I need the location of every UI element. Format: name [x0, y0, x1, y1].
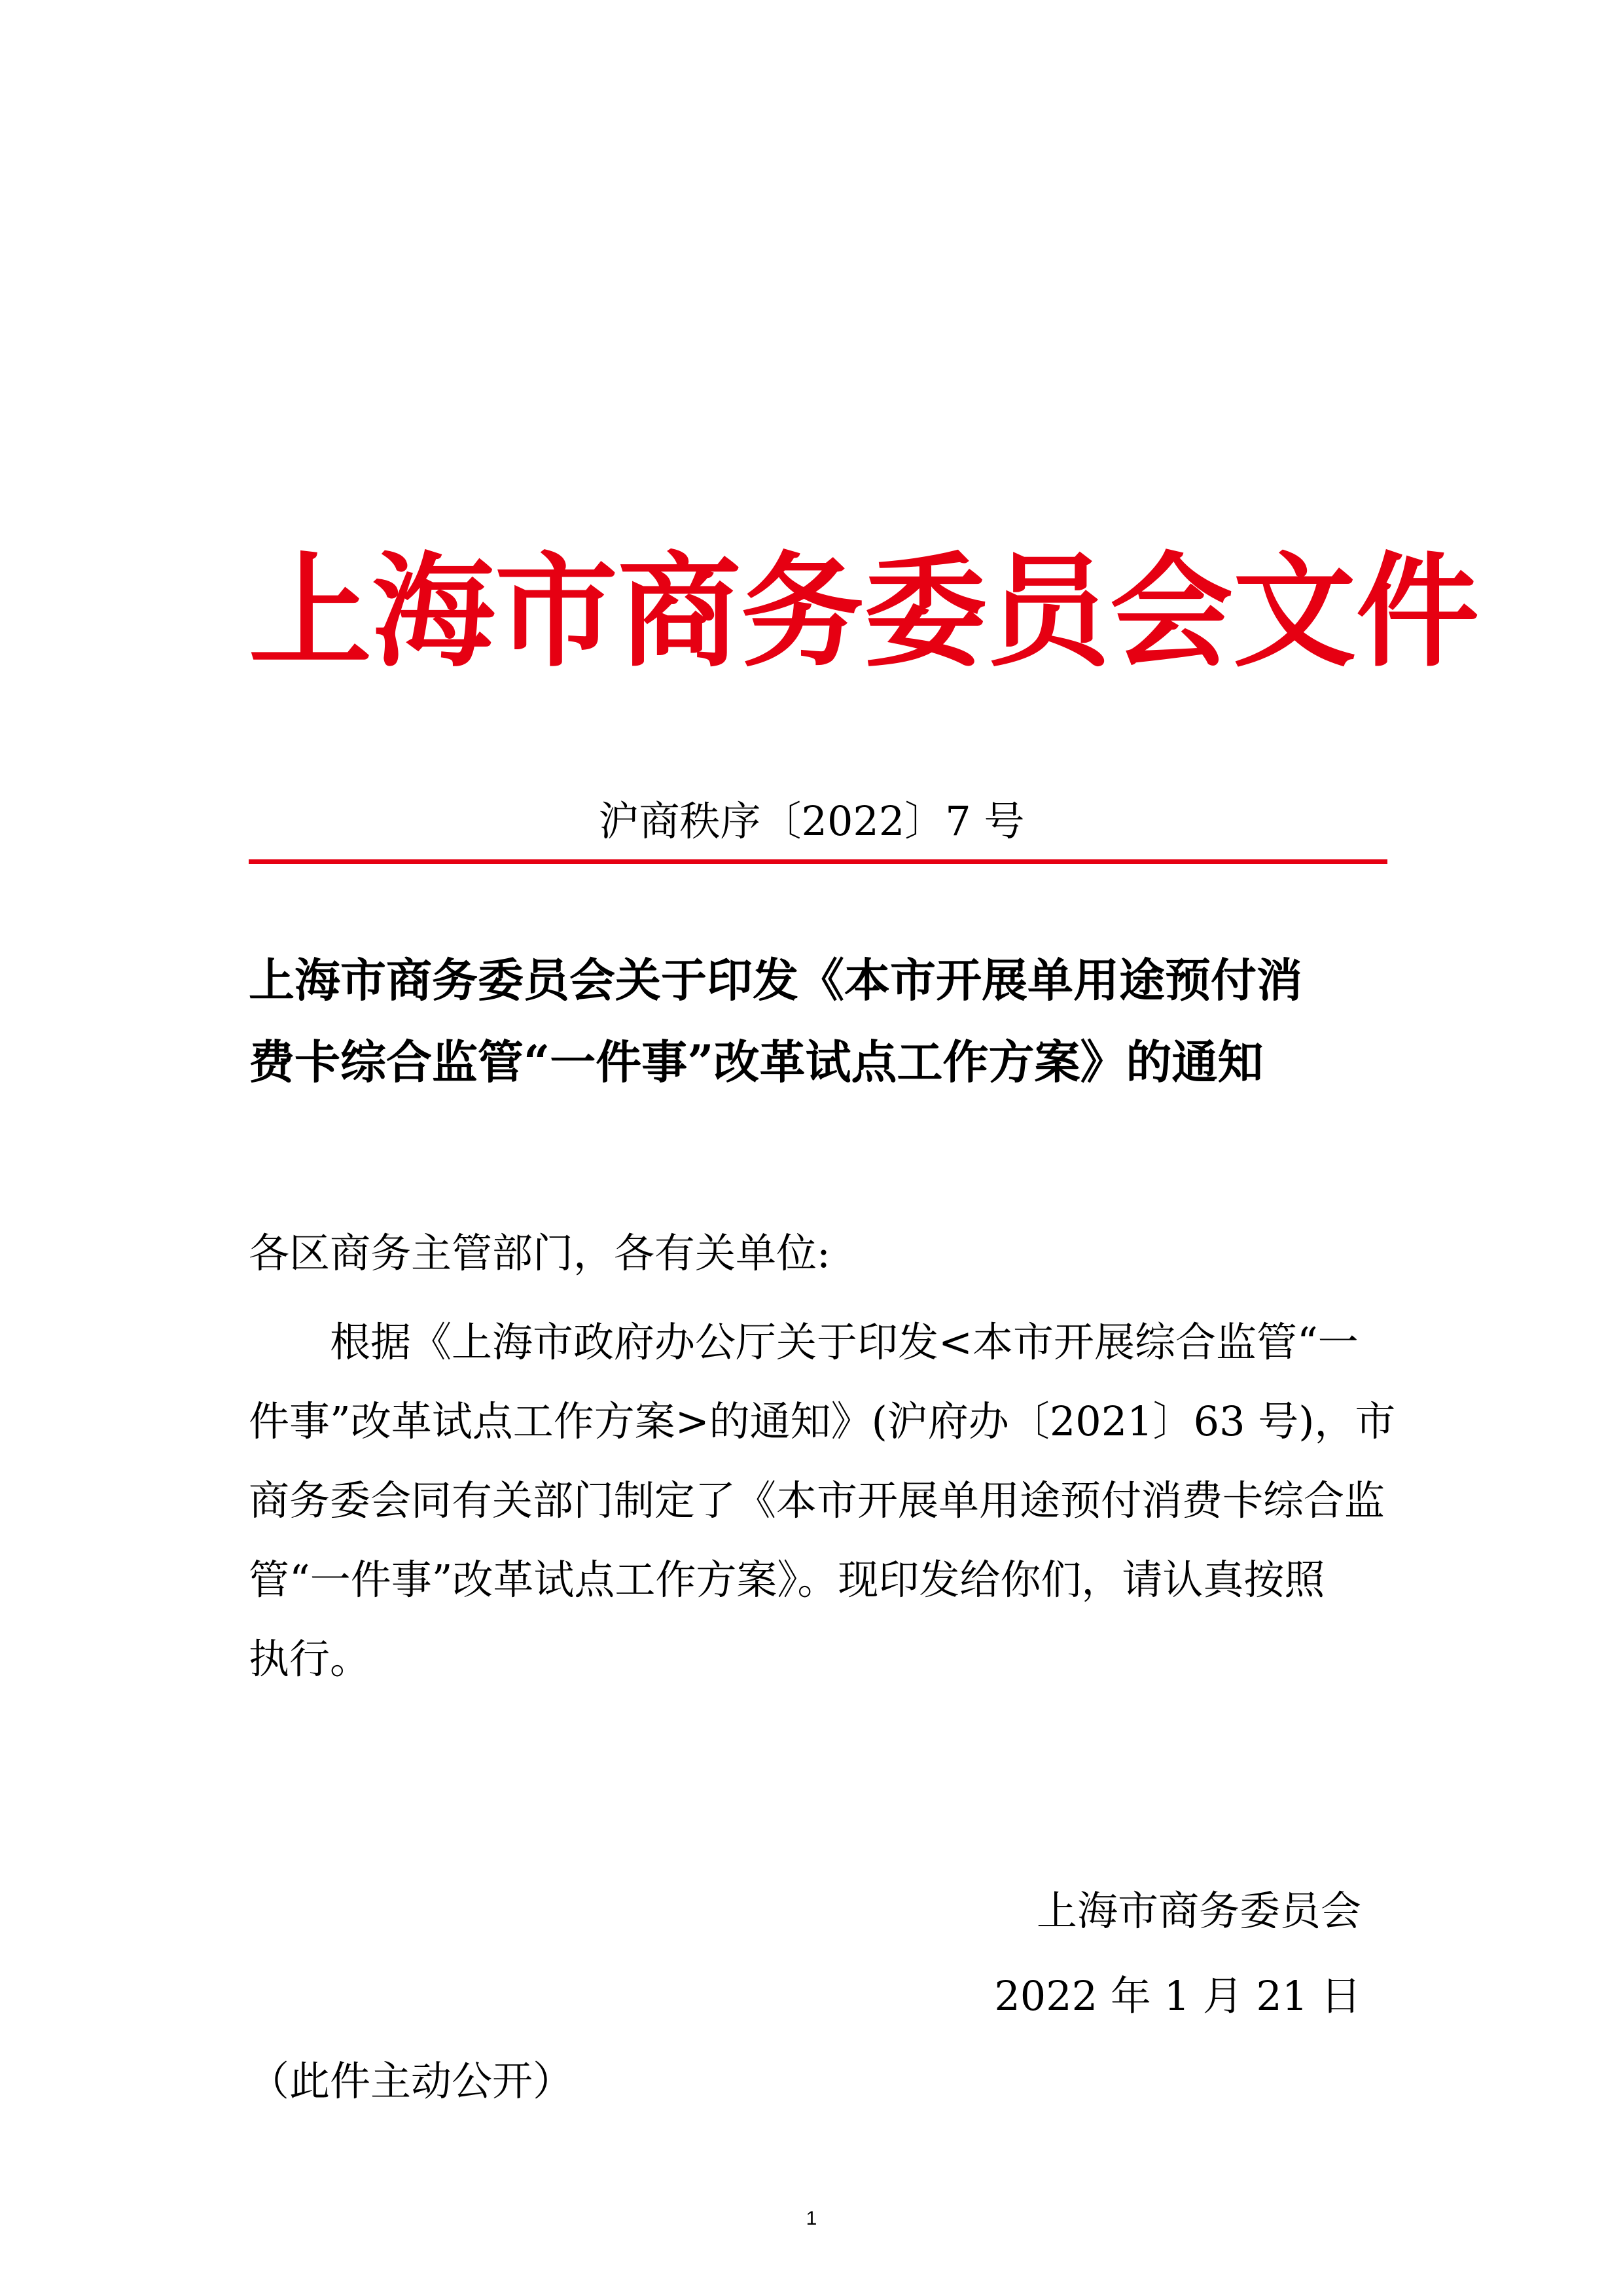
- disclosure-note: （此件主动公开）: [249, 2057, 574, 2105]
- body-line-2: 件事”改革试点工作方案>的通知》(沪府办〔2021〕63 号)，市: [249, 1397, 1396, 1445]
- document-number: 沪商秩序〔2022〕7 号: [598, 797, 1025, 845]
- salutation: 各区商务主管部门，各有关单位:: [249, 1229, 830, 1277]
- issuer-signature: 上海市商务委员会: [1036, 1887, 1361, 1935]
- page-number: 1: [806, 2208, 817, 2229]
- masthead-title: 上海市商务委员会文件: [249, 539, 1479, 684]
- red-divider-line: [249, 859, 1387, 864]
- body-line-1: 根据《上海市政府办公厅关于印发<本市开展综合监管“一: [330, 1318, 1359, 1366]
- body-line-5: 执行。: [249, 1635, 371, 1683]
- title-line-2: 费卡综合监管“一件事”改革试点工作方案》的通知: [249, 1035, 1264, 1089]
- issue-date: 2022 年 1 月 21 日: [994, 1972, 1361, 2020]
- body-line-3: 商务委会同有关部门制定了《本市开展单用途预付消费卡综合监: [249, 1477, 1385, 1524]
- title-line-1: 上海市商务委员会关于印发《本市开展单用途预付消: [249, 953, 1302, 1007]
- document-title: [249, 939, 1387, 1103]
- body-line-4: 管“一件事”改革试点工作方案》。现印发给你们，请认真按照: [249, 1556, 1325, 1604]
- body-paragraph: [249, 1302, 1396, 1698]
